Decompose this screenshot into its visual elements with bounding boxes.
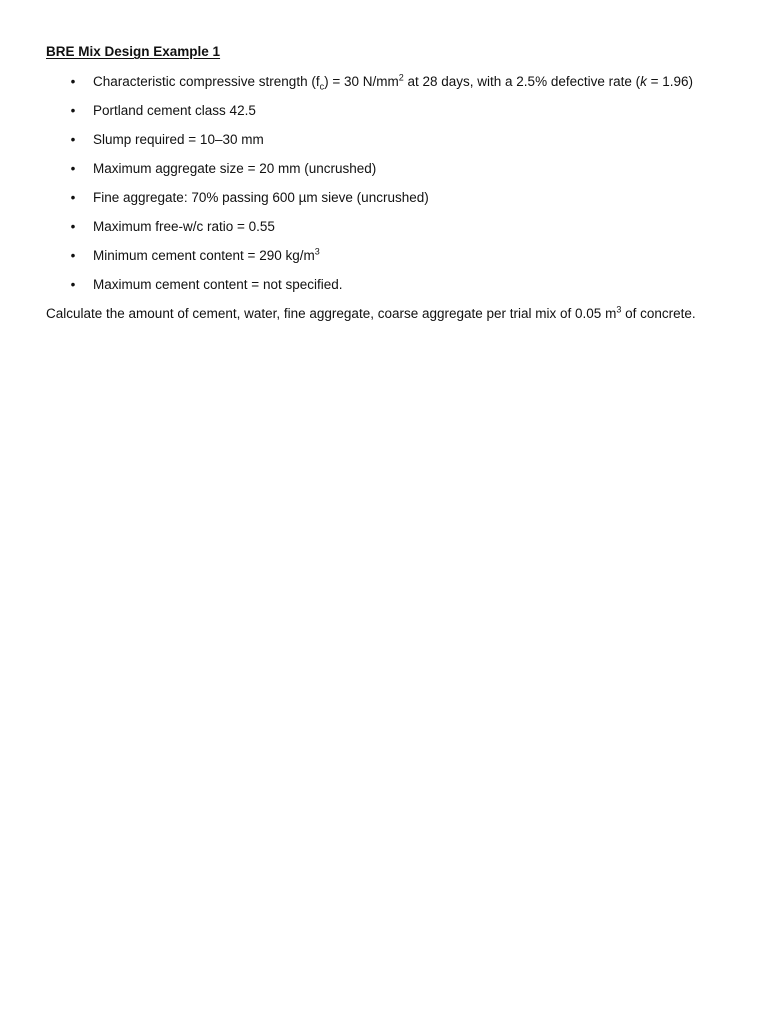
bullet-icon: • bbox=[70, 74, 76, 89]
list-item bbox=[0, 73, 768, 102]
list-item bbox=[0, 189, 768, 218]
list-item bbox=[0, 276, 768, 305]
list-item bbox=[0, 131, 768, 160]
bullet-icon: • bbox=[70, 219, 76, 234]
document-title: BRE Mix Design Example 1 bbox=[46, 44, 221, 59]
question-paragraph: Calculate the amount of cement, water, fine aggregate, coarse aggregate per trial mix of 0.05 $m^3$ of concrete. bbox=[46, 304, 696, 321]
bullet-icon: • bbox=[70, 103, 76, 118]
bullet-icon: • bbox=[70, 132, 76, 147]
list-item bbox=[0, 102, 768, 131]
strength-spec: Characteristic compressive strength $(f_c) = 30$ $N/mm^2$ at 28 days, with a 2.5% defective rate (k = 1.96) bbox=[93, 72, 694, 92]
specification-list bbox=[0, 73, 768, 305]
bullet-icon: • bbox=[70, 277, 76, 292]
fine-aggregate-spec: Fine aggregate: 70% passing 600 µm sieve (uncrushed) bbox=[93, 190, 429, 205]
max-cement-spec: Maximum cement content = not specified. bbox=[93, 277, 343, 292]
bullet-icon: • bbox=[70, 161, 76, 176]
list-item bbox=[0, 218, 768, 247]
list-item bbox=[0, 247, 768, 276]
slump-spec: Slump required = 10–30 mm bbox=[93, 132, 264, 147]
bullet-icon: • bbox=[70, 190, 76, 205]
wc-ratio-spec: Maximum free-w/c ratio = 0.55 bbox=[93, 219, 275, 234]
aggregate-size-spec: Maximum aggregate size = 20 mm (uncrushed) bbox=[93, 161, 377, 176]
list-item bbox=[0, 160, 768, 189]
cement-class-spec: Portland cement class 42.5 bbox=[93, 103, 256, 118]
min-cement-spec: Minimum cement content = 290 $kg/m^3$ bbox=[93, 246, 320, 263]
bullet-icon: • bbox=[70, 248, 76, 263]
